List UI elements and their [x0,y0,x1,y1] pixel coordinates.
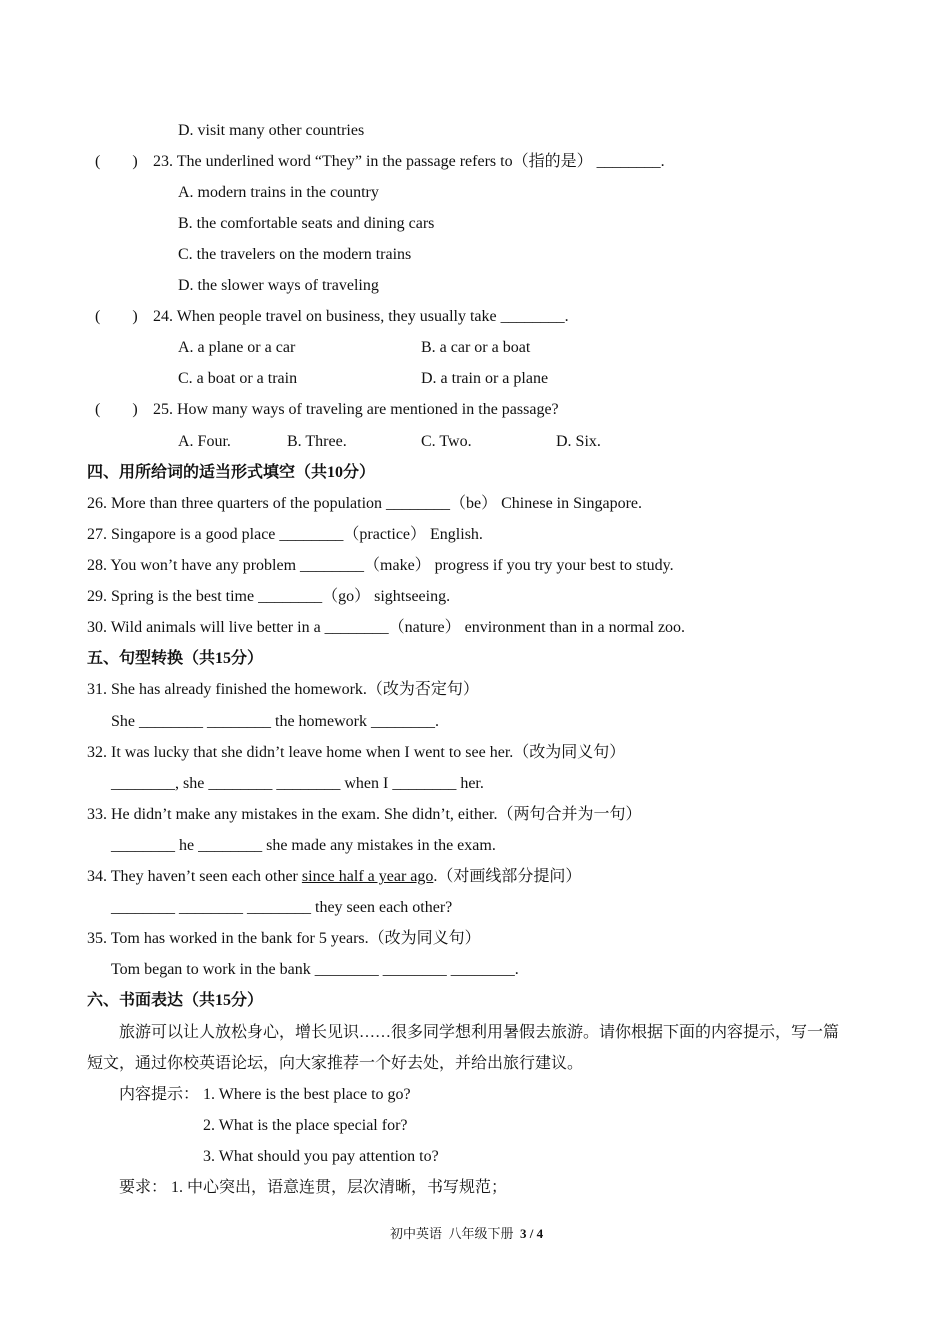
q28: 28. You won’t have any problem ________（make） progress if you try your best to study. [87,557,674,574]
q23-option-d: D. the slower ways of traveling [178,277,379,294]
q34-answer-line[interactable]: ________ ________ ________ they seen each other? [111,899,453,916]
writing-prompt-line2: 短文，通过你校英语论坛，向大家推荐一个好去处，并给出旅行建议。 [87,1055,584,1072]
q35-answer-line[interactable]: Tom began to work in the bank ________ ________ ________. [111,961,519,978]
q24-answer-paren[interactable]: ( ) [95,308,138,325]
q23-answer-paren[interactable]: ( ) [95,153,138,170]
section6-title: 六、书面表达（共15分） [87,992,264,1009]
q25-option-c: C. Two. [421,433,472,450]
page-footer [390,1224,543,1244]
q34 [87,867,581,887]
q26: 26. More than three quarters of the population ________（be） Chinese in Singapore. [87,495,642,512]
content-hint-1: 1. Where is the best place to go? [203,1086,411,1103]
page-number: 3 / 4 [520,1226,544,1241]
q23-stem: 23. The underlined word “They” in the passage refers to（指的是） ________. [153,153,665,170]
q31: 31. She has already finished the homework.（改为否定句） [87,681,479,698]
q32: 32. It was lucky that she didn’t leave home when I went to see her.（改为同义句） [87,744,626,761]
q24-option-a: A. a plane or a car [178,339,296,356]
q23-option-a: A. modern trains in the country [178,184,379,201]
q34-text: 34. They haven’t seen each other [87,868,302,885]
q27: 27. Singapore is a good place ________（practice） English. [87,526,483,543]
q25-option-b: B. Three. [287,433,347,450]
q24-stem: 24. When people travel on business, they usually take ________. [153,308,569,325]
q25-stem: 25. How many ways of traveling are mentioned in the passage? [153,401,559,418]
q33-answer-line[interactable]: ________ he ________ she made any mistakes in the exam. [111,837,496,854]
q35: 35. Tom has worked in the bank for 5 years.（改为同义句） [87,930,481,947]
requirement-1: 1. 中心突出，语意连贯，层次清晰，书写规范； [171,1179,508,1196]
content-hint-label: 内容提示： [119,1086,200,1103]
q23-option-b: B. the comfortable seats and dining cars [178,215,435,232]
q24-option-d: D. a train or a plane [421,370,549,387]
q25-option-a: A. Four. [178,433,231,450]
q33: 33. He didn’t make any mistakes in the exam. She didn’t, either.（两句合并为一句） [87,806,642,823]
q25-answer-paren[interactable]: ( ) [95,401,138,418]
section5-title: 五、句型转换（共15分） [87,650,264,667]
q34-instruction: .（对画线部分提问） [433,868,582,885]
q29: 29. Spring is the best time ________（go） sightseeing. [87,588,451,605]
q25-option-d: D. Six. [556,433,601,450]
q22-option-d: D. visit many other countries [178,122,365,139]
q30: 30. Wild animals will live better in a ________（nature） environment than in a normal zoo. [87,619,686,636]
content-hint-2: 2. What is the place special for? [203,1117,408,1134]
footer-course-label: 初中英语 八年级下册 [390,1226,521,1241]
q31-answer-line[interactable]: She ________ ________ the homework ________. [111,713,439,730]
requirements-label: 要求： [119,1179,168,1196]
section4-title: 四、用所给词的适当形式填空（共10分） [87,464,376,481]
q34-underlined-phrase: since half a year ago [301,868,434,885]
q24-option-c: C. a boat or a train [178,370,298,387]
q32-answer-line[interactable]: ________, she ________ ________ when I ________ her. [111,775,484,792]
content-hint-3: 3. What should you pay attention to? [203,1148,439,1165]
q24-option-b: B. a car or a boat [421,339,531,356]
q23-option-c: C. the travelers on the modern trains [178,246,412,263]
writing-prompt-line1: 旅游可以让人放松身心，增长见识……很多同学想利用暑假去旅游。请你根据下面的内容提示，写一篇 [119,1024,840,1041]
